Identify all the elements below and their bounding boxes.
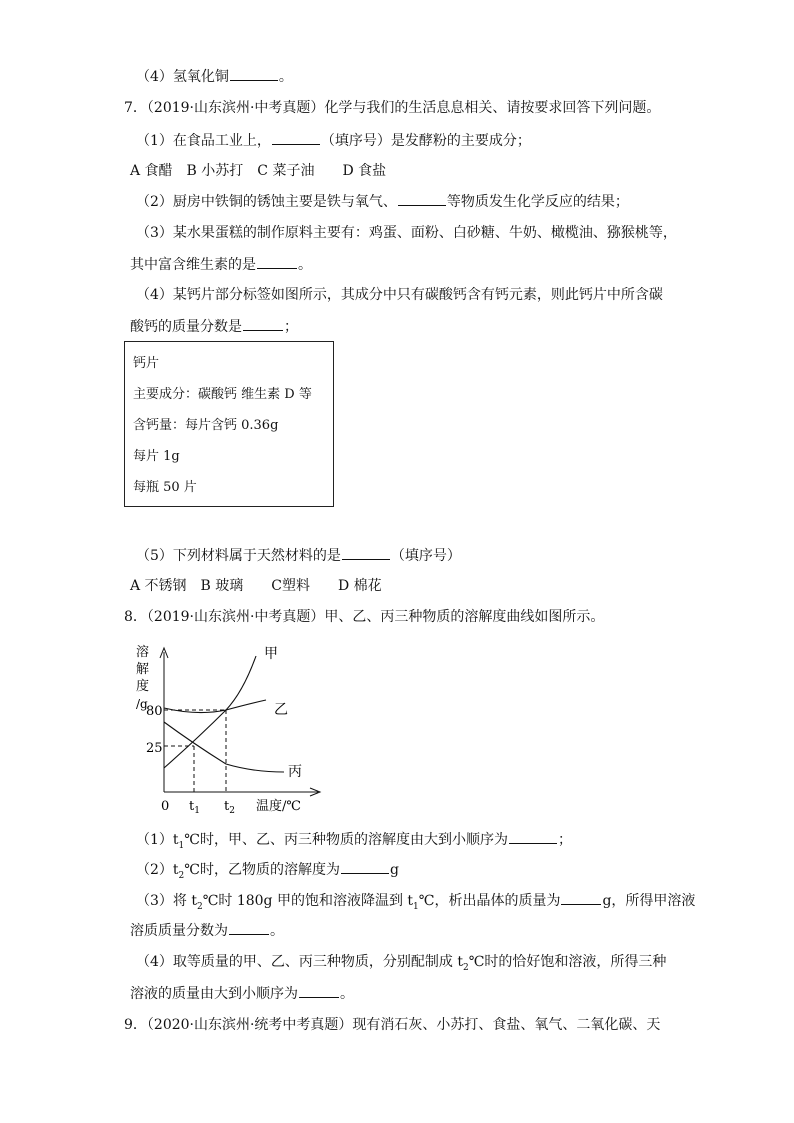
y-tick-25: 25 — [146, 741, 163, 756]
answer-blank[interactable] — [509, 829, 557, 844]
label-ingredients: 主要成分：碳酸钙 维生素 D 等 — [133, 387, 312, 402]
ylabel-char-3: 度 — [136, 679, 150, 694]
q9-stem: 9．（2020·山东滨州·统考中考真题）现有消石灰、小苏打、食盐、氧气、二氧化碳、天 — [124, 1017, 661, 1033]
q8-part4-line2: 溶液的质量由大到小顺序为 。 — [130, 983, 354, 1004]
q8-part3-line2: 溶质质量分数为 。 — [130, 920, 284, 941]
answer-blank[interactable] — [342, 545, 390, 560]
answer-blank[interactable] — [341, 859, 389, 874]
label-per-tablet: 每片 1g — [133, 449, 180, 464]
answer-blank[interactable] — [398, 191, 446, 206]
label-per-bottle: 每瓶 50 片 — [133, 480, 197, 495]
answer-blank[interactable] — [229, 920, 269, 935]
answer-blank[interactable] — [243, 316, 283, 331]
series-jia-label: 甲 — [264, 646, 278, 662]
q7-part3-line2: 其中富含维生素的是 。 — [130, 254, 312, 275]
q7-part2: （2）厨房中铁铜的锈蚀主要是铁与氧气、 等物质发生化学反应的结果； — [136, 191, 629, 212]
q7-stem: 7．（2019·山东滨州·中考真题）化学与我们的生活息息相关、请按要求回答下列问题。 — [124, 100, 661, 116]
series-bing-label: 丙 — [288, 764, 302, 780]
series-yi-curve — [164, 700, 266, 713]
x-tick-t2: $t_2$ — [224, 799, 235, 816]
label-title: 钙片 — [133, 356, 160, 371]
q7-part5: （5）下列材料属于天然材料的是 （填序号） — [136, 545, 461, 566]
q7-part1: （1）在食品工业上， （填序号）是发酵粉的主要成分； — [136, 130, 531, 151]
answer-blank[interactable] — [257, 254, 297, 269]
q8-part1: $(1)t_1℃$时，甲、乙、丙三种物质的溶解度由大到小顺序为 ； — [136, 829, 572, 850]
q7-part3-line1: （3）某水果蛋糕的制作原料主要有：鸡蛋、面粉、白砂糖、牛奶、橄榄油、猕猴桃等， — [136, 225, 677, 241]
ylabel-char-4: /g — [136, 697, 148, 711]
ylabel-char-2: 解 — [136, 662, 150, 677]
series-bing-curve — [164, 722, 284, 772]
label-calcium: 含钙量：每片含钙 0.36g — [133, 418, 279, 433]
q8-part3-line1: （3）将 $t_2℃$时 180g 甲的饱和溶液降温到 $t_1℃$，析出晶体的质量为 g，所得甲溶液 — [136, 890, 695, 911]
answer-blank[interactable] — [230, 66, 278, 81]
q8-stem: 8．（2019·山东滨州·中考真题）甲、乙、丙三种物质的溶解度曲线如图所示。 — [124, 609, 605, 625]
q7-part1-options: A 食醋 B 小苏打 C 菜子油 D 食盐 — [130, 163, 387, 179]
ylabel-char-1: 溶 — [136, 645, 150, 660]
q7-part5-options: A 不锈钢 B 玻璃 C塑料 D 棉花 — [130, 578, 382, 594]
origin-label: 0 — [161, 799, 170, 814]
answer-blank[interactable] — [272, 130, 320, 145]
series-yi-label: 乙 — [274, 702, 288, 718]
y-tick-80: 80 — [146, 704, 163, 719]
q6-item4: （4）氢氧化铜 。 — [136, 66, 293, 87]
solubility-chart — [128, 642, 328, 822]
q7-part4-line1: （4）某钙片部分标签如图所示，其成分中只有碳酸钙含有钙元素，则此钙片中所含碳 — [136, 287, 663, 303]
q8-part4-line1: （4）取等质量的甲、乙、丙三种物质，分别配制成 $t_2℃$时的恰好饱和溶液，所得三种 — [136, 954, 667, 973]
q8-part2: $(2)t_2℃$时，乙物质的溶解度为 g — [136, 859, 399, 880]
answer-blank[interactable] — [299, 983, 339, 998]
answer-blank[interactable] — [561, 890, 601, 905]
calcium-tablet-label — [124, 341, 334, 507]
x-tick-t1: $t_1$ — [189, 799, 200, 816]
xlabel: 温度/℃ — [256, 799, 301, 814]
q7-part4-line2: 酸钙的质量分数是 ； — [130, 316, 298, 337]
